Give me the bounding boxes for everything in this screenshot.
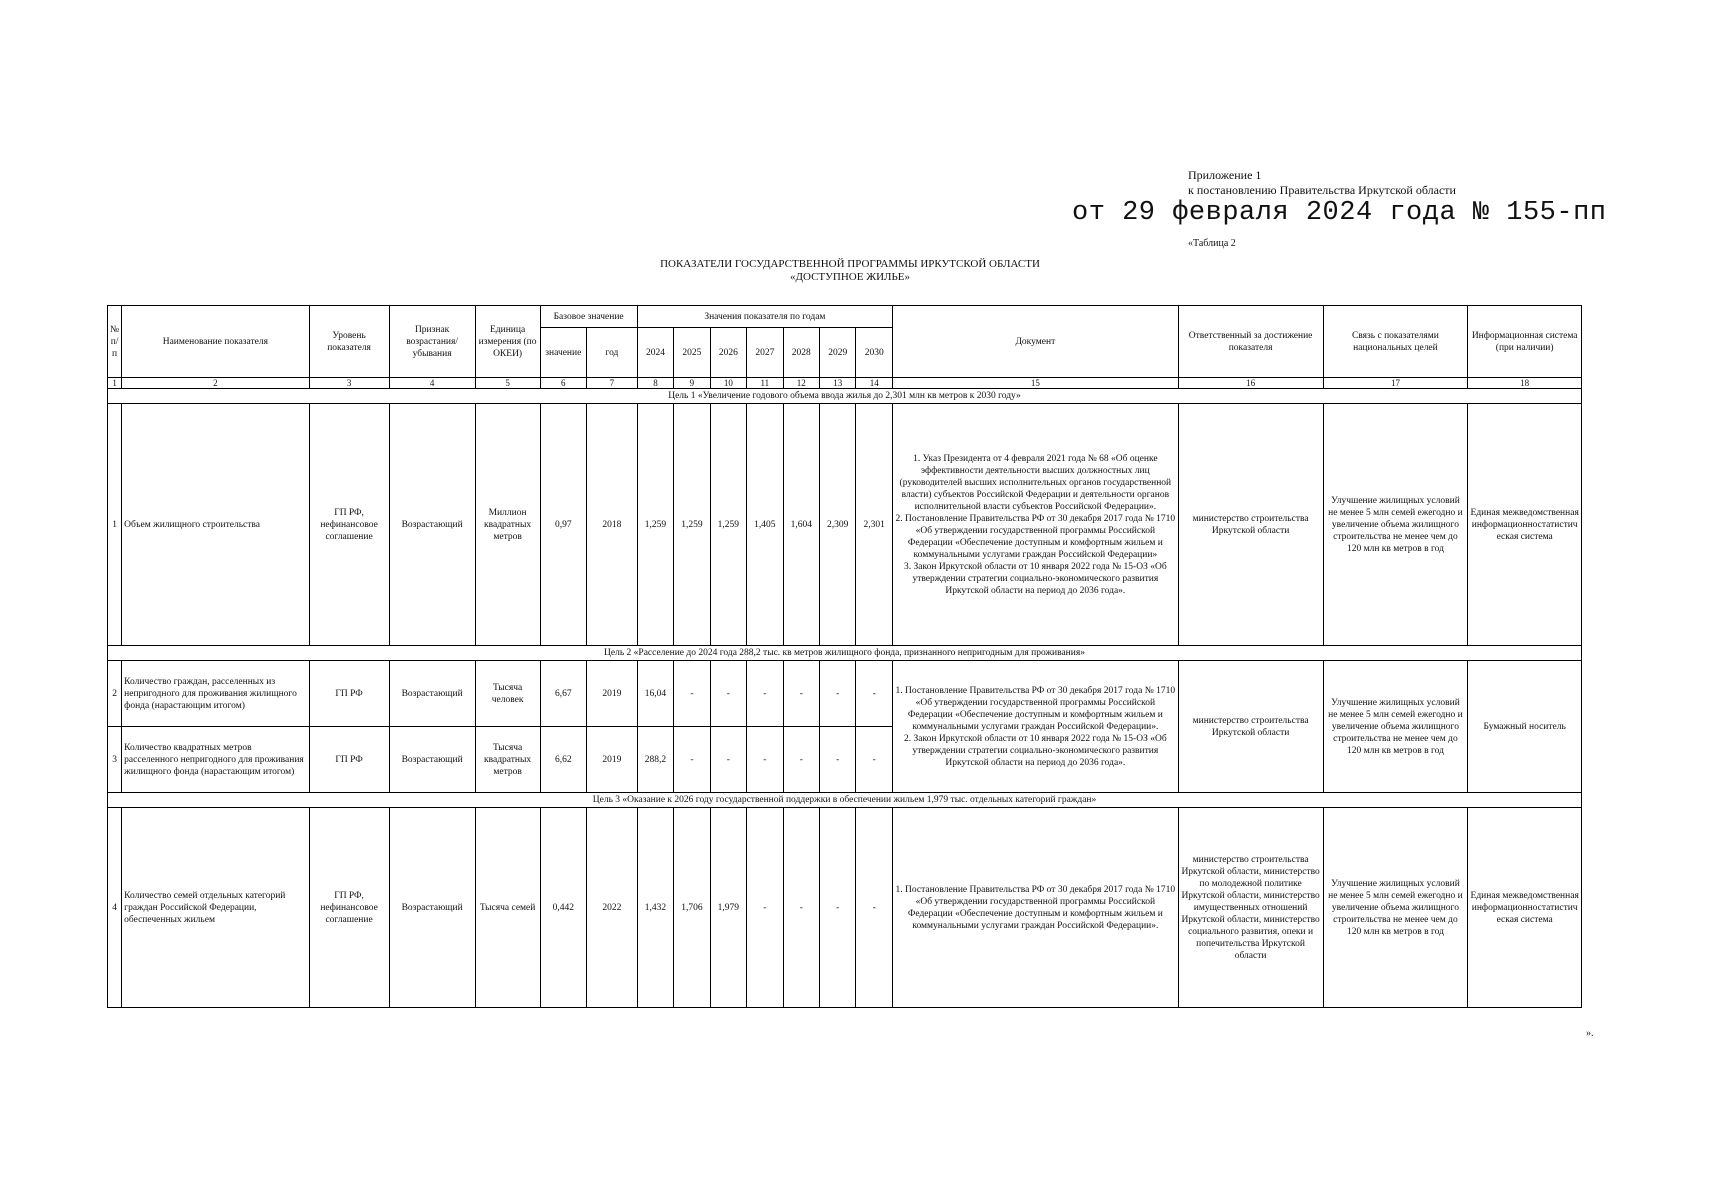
col-header-base-value: значение — [540, 328, 587, 378]
year-value: 1,604 — [783, 404, 819, 646]
row-num: 1 — [108, 404, 122, 646]
national-goal-link: Улучшение жилищных условий не менее 5 млн семей ежегодно и увеличение объема жилищного строительства не менее чем до 120 млн кв метров в год — [1323, 404, 1468, 646]
title-line: ПОКАЗАТЕЛИ ГОСУДАРСТВЕННОЙ ПРОГРАММЫ ИРКУТСКОЙ ОБЛАСТИ — [660, 258, 1040, 270]
year-value: 1,259 — [674, 404, 710, 646]
year-value: - — [747, 661, 783, 727]
column-number: 2 — [122, 378, 309, 389]
appendix-line: Приложение 1 — [1188, 168, 1262, 182]
year-value: - — [783, 808, 819, 1008]
indicator-document — [893, 808, 1179, 1008]
col-header-year: 2028 — [783, 328, 819, 378]
col-header-name: Наименование показателя — [122, 306, 309, 378]
column-number: 9 — [674, 378, 710, 389]
column-number: 16 — [1178, 378, 1323, 389]
row-num: 3 — [108, 727, 122, 793]
national-goal-link: Улучшение жилищных условий не менее 5 млн семей ежегодно и увеличение объема жилищного строительства не менее чем до 120 млн кв метров в год — [1323, 661, 1468, 793]
year-value: - — [674, 727, 710, 793]
col-header-link: Связь с показателями национальных целей — [1323, 306, 1468, 378]
indicators-table — [107, 305, 1582, 1008]
column-number: 5 — [475, 378, 540, 389]
base-year: 2019 — [587, 727, 638, 793]
year-value: - — [856, 661, 893, 727]
year-value: - — [783, 727, 819, 793]
indicator-document — [893, 404, 1179, 646]
col-header-year: 2025 — [674, 328, 710, 378]
year-value: 16,04 — [637, 661, 673, 727]
indicator-level: ГП РФ, нефинансовое соглашение — [309, 404, 389, 646]
column-number: 3 — [309, 378, 389, 389]
column-number: 10 — [710, 378, 746, 389]
document-item: 2. Закон Иркутской области от 10 января 2022 года № 15-ОЗ «Об утверждении стратегии социально-экономического развития Иркутской области на период до 2036 года». — [904, 733, 1167, 768]
column-number: 1 — [108, 378, 122, 389]
indicator-name: Количество семей отдельных категорий граждан Российской Федерации, обеспеченных жильем — [122, 808, 309, 1008]
row-num: 2 — [108, 661, 122, 727]
year-value: - — [674, 661, 710, 727]
column-number: 15 — [893, 378, 1179, 389]
closing-quote-mark: ». — [1586, 1028, 1594, 1039]
national-goal-link: Улучшение жилищных условий не менее 5 млн семей ежегодно и увеличение объема жилищного строительства не менее чем до 120 млн кв метров в год — [1323, 808, 1468, 1008]
document-item: 3. Закон Иркутской области от 10 января 2022 года № 15-ОЗ «Об утверждении стратегии социально-экономического развития Иркутской области на период до 2036 года». — [904, 561, 1167, 596]
col-header-infosys: Информационная система (при наличии) — [1468, 306, 1582, 378]
year-value: 288,2 — [637, 727, 673, 793]
col-header-base: Базовое значение — [540, 306, 637, 328]
column-number: 18 — [1468, 378, 1582, 389]
document-item: 1. Постановление Правительства РФ от 30 декабря 2017 года № 1710 «Об утверждении государственной программы Российской Федерации «Обеспечение доступным и комфортным жильем и коммунальными услугами граждан Российской Федерации». — [895, 685, 1176, 732]
table-reference: «Таблица 2 — [1188, 238, 1236, 249]
goal-row: Цель 2 «Расселение до 2024 года 288,2 тыс. кв метров жилищного фонда, признанного непригодным для проживания» — [108, 646, 1582, 661]
goal-row: Цель 3 «Оказание к 2026 году государственной поддержки в обеспечении жильем 1,979 тыс. отдельных категорий граждан» — [108, 793, 1582, 808]
indicator-unit: Тысяча человек — [475, 661, 540, 727]
information-system: Единая межведомственная информационностатистическая система — [1468, 404, 1582, 646]
col-header-year: 2024 — [637, 328, 673, 378]
base-year: 2022 — [587, 808, 638, 1008]
base-year: 2019 — [587, 661, 638, 727]
indicator-name: Количество квадратных метров расселенного непригодного для проживания жилищного фонда (нарастающим итогом) — [122, 727, 309, 793]
page-title — [560, 258, 1140, 284]
year-value: - — [747, 727, 783, 793]
column-number: 8 — [637, 378, 673, 389]
indicator-unit: Тысяча квадратных метров — [475, 727, 540, 793]
year-value: 2,309 — [820, 404, 856, 646]
year-value: - — [856, 808, 893, 1008]
information-system: Единая межведомственная информационностатистическая система — [1468, 808, 1582, 1008]
base-year: 2018 — [587, 404, 638, 646]
year-value: 1,706 — [674, 808, 710, 1008]
year-value: - — [783, 661, 819, 727]
column-number: 7 — [587, 378, 638, 389]
appendix-header — [1188, 168, 1456, 198]
year-value: - — [747, 808, 783, 1008]
table-row — [108, 661, 1582, 727]
indicator-name: Количество граждан, расселенных из непригодного для проживания жилищного фонда (нарастающим итогом) — [122, 661, 309, 727]
base-value: 6,62 — [540, 727, 587, 793]
appendix-line: к постановлению Правительства Иркутской области — [1188, 183, 1456, 197]
indicator-document — [893, 661, 1179, 793]
indicator-level: ГП РФ — [309, 661, 389, 727]
col-header-level: Уровень показателя — [309, 306, 389, 378]
responsible-body: министерство строительства Иркутской области — [1178, 661, 1323, 793]
indicator-unit: Тысяча семей — [475, 808, 540, 1008]
responsible-body: министерство строительства Иркутской области — [1178, 404, 1323, 646]
col-header-document: Документ — [893, 306, 1179, 378]
indicator-trend: Возрастающий — [389, 661, 475, 727]
col-header-trend: Признак возрастания/убывания — [389, 306, 475, 378]
column-number: 13 — [820, 378, 856, 389]
col-header-unit: Единица измерения (по ОКЕИ) — [475, 306, 540, 378]
goal-row: Цель 1 «Увеличение годового объема ввода жилья до 2,301 млн кв метров к 2030 году» — [108, 389, 1582, 404]
indicator-unit: Миллион квадратных метров — [475, 404, 540, 646]
indicator-trend: Возрастающий — [389, 808, 475, 1008]
col-header-years: Значения показателя по годам — [637, 306, 892, 328]
col-header-year: 2027 — [747, 328, 783, 378]
indicator-level: ГП РФ — [309, 727, 389, 793]
col-header-year: 2026 — [710, 328, 746, 378]
column-number: 4 — [389, 378, 475, 389]
title-line: «ДОСТУПНОЕ ЖИЛЬЕ» — [789, 271, 911, 283]
indicator-trend: Возрастающий — [389, 404, 475, 646]
row-num: 4 — [108, 808, 122, 1008]
column-number: 6 — [540, 378, 587, 389]
document-item: 2. Постановление Правительства РФ от 30 декабря 2017 года № 1710 «Об утверждении государственной программы Российской Федерации «Обеспечение доступным и комфортным жильем и коммунальными услугами граждан Российской Федерации» — [895, 513, 1176, 560]
col-header-responsible: Ответственный за достижение показателя — [1178, 306, 1323, 378]
table-row — [108, 404, 1582, 646]
column-number: 17 — [1323, 378, 1468, 389]
year-value: 2,301 — [856, 404, 893, 646]
base-value: 0,97 — [540, 404, 587, 646]
year-value: - — [820, 661, 856, 727]
year-value: 1,259 — [710, 404, 746, 646]
col-header-base-year: год — [587, 328, 638, 378]
year-value: - — [710, 661, 746, 727]
document-item: 1. Постановление Правительства РФ от 30 декабря 2017 года № 1710 «Об утверждении государственной программы Российской Федерации «Обеспечение доступным и комфортным жильем и коммунальными услугами граждан Российской Федерации». — [895, 884, 1176, 931]
responsible-body: министерство строительства Иркутской области, министерство по молодежной политике Иркутской области, министерство имущественных отношений Иркутской области, министерство социального развития, опеки и попечительства Иркутской области — [1178, 808, 1323, 1008]
document-item: 1. Указ Президента от 4 февраля 2021 года № 68 «Об оценке эффективности деятельности высших должностных лиц (руководителей высших исполнительных органов государственной власти) субъектов Российской Федерации и деятельности органов исполнительной власти субъектов Российской Федерации». — [899, 453, 1172, 512]
column-number: 12 — [783, 378, 819, 389]
col-header-year: 2029 — [820, 328, 856, 378]
year-value: - — [710, 727, 746, 793]
year-value: 1,979 — [710, 808, 746, 1008]
indicator-name: Объем жилищного строительства — [122, 404, 309, 646]
column-number: 14 — [856, 378, 893, 389]
base-value: 6,67 — [540, 661, 587, 727]
decree-number: от 29 февраля 2024 года № 155-пп — [1072, 198, 1607, 228]
indicator-trend: Возрастающий — [389, 727, 475, 793]
year-value: - — [820, 808, 856, 1008]
information-system: Бумажный носитель — [1468, 661, 1582, 793]
col-header-num: № п/п — [108, 306, 122, 378]
year-value: 1,405 — [747, 404, 783, 646]
base-value: 0,442 — [540, 808, 587, 1008]
year-value: 1,259 — [637, 404, 673, 646]
indicator-level: ГП РФ, нефинансовое соглашение — [309, 808, 389, 1008]
year-value: - — [820, 727, 856, 793]
year-value: - — [856, 727, 893, 793]
column-number: 11 — [747, 378, 783, 389]
table-row — [108, 808, 1582, 1008]
col-header-year: 2030 — [856, 328, 893, 378]
year-value: 1,432 — [637, 808, 673, 1008]
